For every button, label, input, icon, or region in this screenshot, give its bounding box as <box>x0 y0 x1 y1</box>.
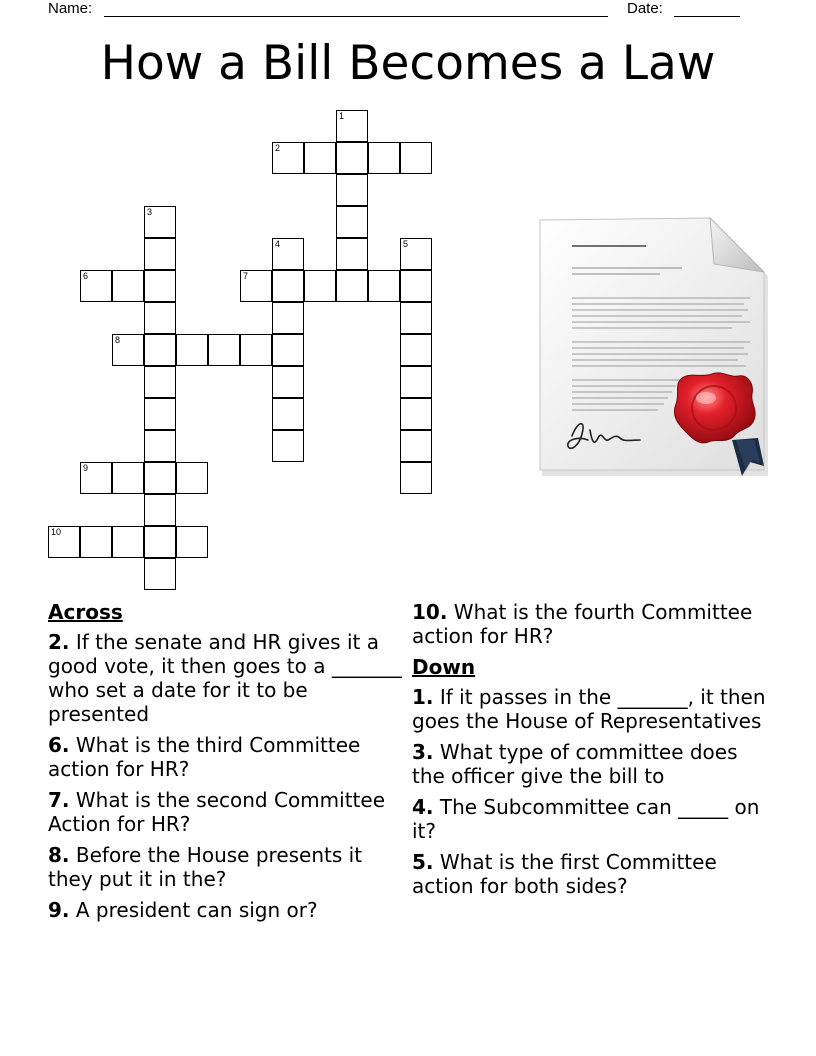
clue-text: What type of committee does the officer give the bill to <box>412 740 738 788</box>
clue-number: 8 <box>115 335 121 345</box>
clue-number: 4 <box>275 239 281 249</box>
clue-number-label: 2. <box>48 630 70 654</box>
crossword-cell[interactable] <box>400 142 432 174</box>
clue-number-label: 9. <box>48 898 70 922</box>
crossword-cell[interactable] <box>368 270 400 302</box>
date-label: Date: <box>627 0 663 17</box>
crossword-cell[interactable] <box>176 526 208 558</box>
crossword-cell[interactable] <box>144 366 176 398</box>
clue-text: What is the first Committee action for both sides? <box>412 850 717 898</box>
clue-number-label: 3. <box>412 740 434 764</box>
crossword-cell[interactable] <box>272 302 304 334</box>
clue-number-label: 4. <box>412 795 434 819</box>
clue-number: 10 <box>51 527 62 537</box>
clue-item <box>48 898 408 922</box>
clue-number-label: 8. <box>48 843 70 867</box>
down-heading: Down <box>412 655 476 679</box>
crossword-cell[interactable] <box>336 174 368 206</box>
clue-number: 5 <box>403 239 409 249</box>
clue-number-label: 1. <box>412 685 434 709</box>
crossword-cell[interactable] <box>400 334 432 366</box>
clue-number: 2 <box>275 143 281 153</box>
crossword-cell[interactable] <box>400 366 432 398</box>
crossword-cell[interactable] <box>144 334 176 366</box>
clue-text: What is the fourth Committee action for HR? <box>412 600 753 648</box>
crossword-cell[interactable] <box>304 270 336 302</box>
clue-text: What is the third Committee action for HR? <box>48 733 361 781</box>
clue-text: The Subcommittee can _____ on it? <box>412 795 760 843</box>
clue-text: What is the second Committee Action for HR? <box>48 788 385 836</box>
clue-text: If it passes in the _______, it then goes the House of Representatives <box>412 685 766 733</box>
crossword-cell[interactable] <box>80 526 112 558</box>
crossword-cell[interactable] <box>400 238 432 270</box>
crossword-cell[interactable] <box>240 270 272 302</box>
clue-item <box>48 733 408 781</box>
crossword-cell[interactable] <box>80 270 112 302</box>
clue-number: 9 <box>83 463 89 473</box>
crossword-cell[interactable] <box>144 206 176 238</box>
crossword-cell[interactable] <box>336 206 368 238</box>
crossword-cell[interactable] <box>112 334 144 366</box>
crossword-cell[interactable] <box>144 398 176 430</box>
clue-text: Before the House presents it they put it in the? <box>48 843 363 891</box>
certificate-document-icon <box>532 214 772 484</box>
across-heading: Across <box>48 600 123 624</box>
clue-number-label: 7. <box>48 788 70 812</box>
clue-item <box>412 685 772 733</box>
crossword-cell[interactable] <box>272 430 304 462</box>
crossword-cell[interactable] <box>368 142 400 174</box>
clue-item <box>412 600 772 648</box>
page-title: How a Bill Becomes a Law <box>100 36 716 91</box>
crossword-cell[interactable] <box>400 430 432 462</box>
crossword-cell[interactable] <box>112 462 144 494</box>
clue-item <box>412 795 772 843</box>
crossword-cell[interactable] <box>272 366 304 398</box>
clues-left-column <box>48 600 408 929</box>
crossword-cell[interactable] <box>112 526 144 558</box>
clue-number: 6 <box>83 271 89 281</box>
clue-number: 3 <box>147 207 153 217</box>
clue-item <box>412 740 772 788</box>
clue-number: 1 <box>339 111 345 121</box>
clue-number: 7 <box>243 271 249 281</box>
clue-number-label: 6. <box>48 733 70 757</box>
crossword-cell[interactable] <box>144 526 176 558</box>
clue-item <box>48 788 408 836</box>
crossword-cell[interactable] <box>144 302 176 334</box>
clue-text: A president can sign or? <box>75 898 318 922</box>
crossword-cell[interactable] <box>336 238 368 270</box>
crossword-cell[interactable] <box>272 238 304 270</box>
clue-number-label: 10. <box>412 600 448 624</box>
crossword-cell[interactable] <box>336 110 368 142</box>
clues-right-column <box>412 600 772 905</box>
clue-item <box>412 850 772 898</box>
crossword-cell[interactable] <box>400 270 432 302</box>
clue-item <box>48 630 408 726</box>
crossword-cell[interactable] <box>112 270 144 302</box>
crossword-cell[interactable] <box>336 270 368 302</box>
clue-text: If the senate and HR gives it a good vote, it then goes to a _______ who set a date for it to be presented <box>48 630 402 726</box>
crossword-cell[interactable] <box>400 302 432 334</box>
crossword-cell[interactable] <box>304 142 336 174</box>
crossword-cell[interactable] <box>176 462 208 494</box>
crossword-cell[interactable] <box>144 430 176 462</box>
crossword-cell[interactable] <box>208 334 240 366</box>
crossword-cell[interactable] <box>144 270 176 302</box>
crossword-cell[interactable] <box>144 238 176 270</box>
crossword-cell[interactable] <box>144 494 176 526</box>
crossword-cell[interactable] <box>400 398 432 430</box>
clue-number-label: 5. <box>412 850 434 874</box>
crossword-cell[interactable] <box>144 462 176 494</box>
crossword-cell[interactable] <box>80 462 112 494</box>
name-label: Name: <box>48 0 93 17</box>
crossword-cell[interactable] <box>240 334 272 366</box>
crossword-cell[interactable] <box>144 558 176 590</box>
crossword-cell[interactable] <box>176 334 208 366</box>
clue-item <box>48 843 408 891</box>
crossword-cell[interactable] <box>272 334 304 366</box>
crossword-cell[interactable] <box>336 142 368 174</box>
crossword-cell[interactable] <box>400 462 432 494</box>
crossword-cell[interactable] <box>48 526 80 558</box>
crossword-cell[interactable] <box>272 270 304 302</box>
crossword-cell[interactable] <box>272 398 304 430</box>
crossword-cell[interactable] <box>272 142 304 174</box>
